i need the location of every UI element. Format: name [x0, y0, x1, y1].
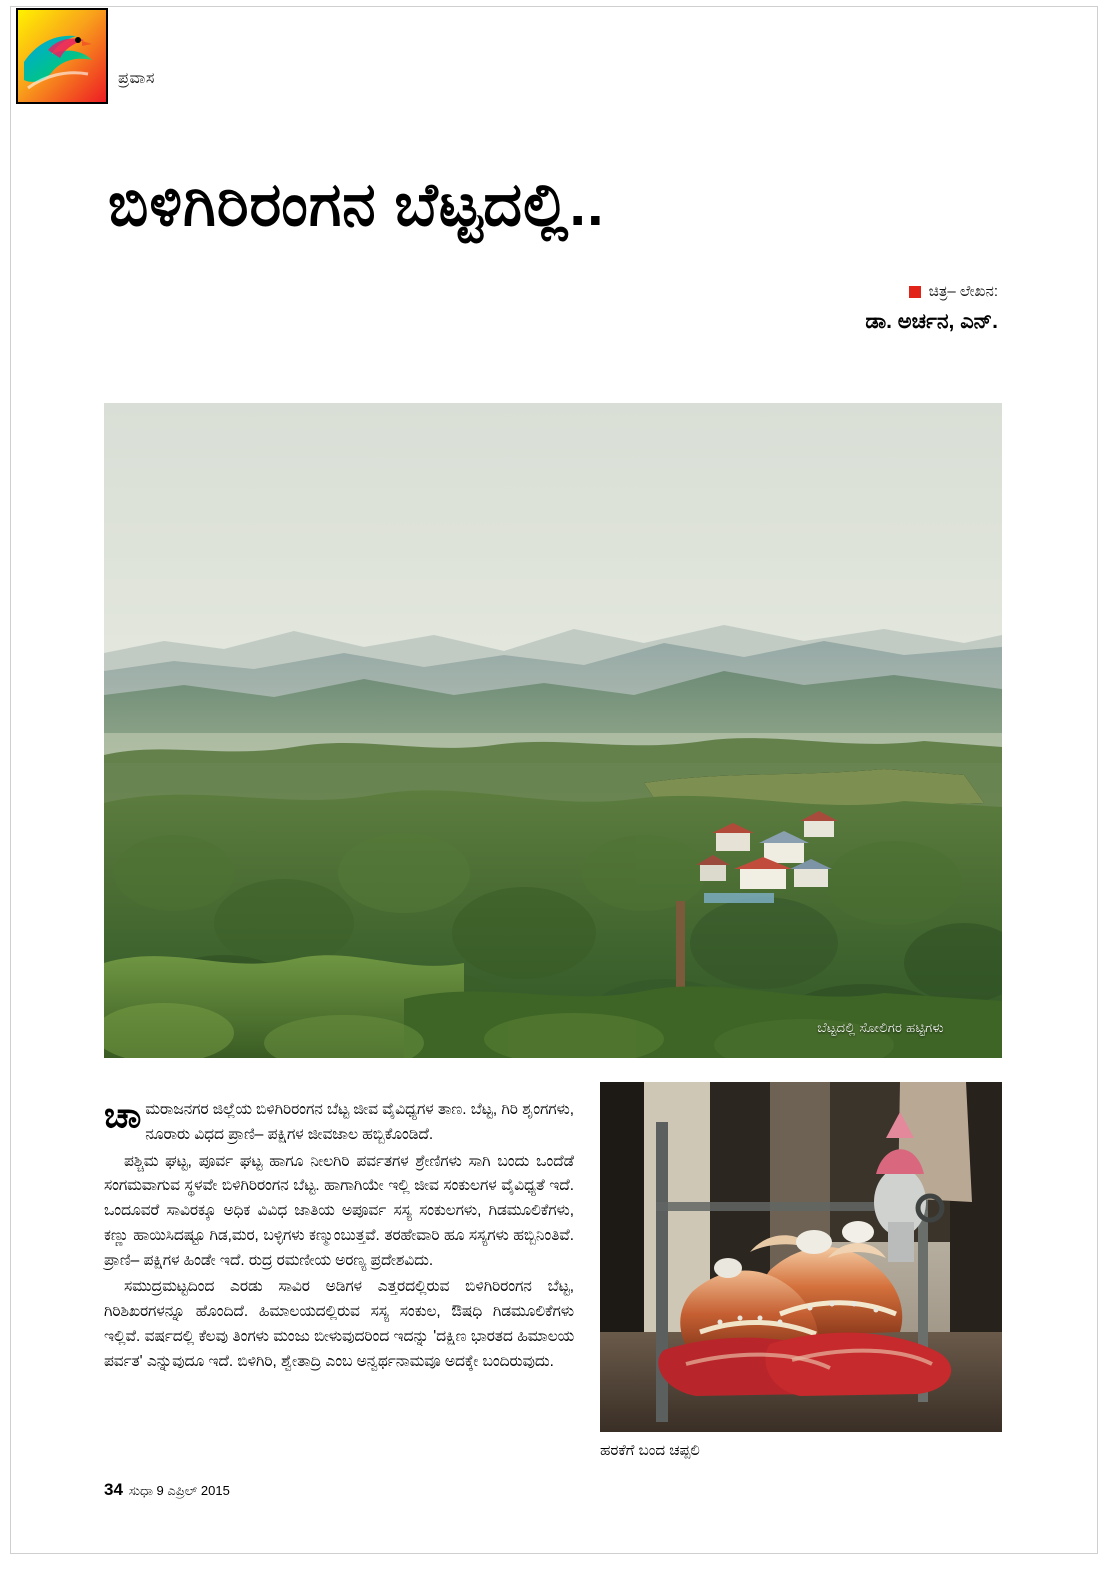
drop-cap: ಚಾ — [104, 1094, 142, 1135]
byline-credit-label: ಚಿತ್ರ– ಲೇಖನ: — [928, 283, 998, 300]
paragraph-3: ಸಮುದ್ರಮಟ್ಟದಿಂದ ಎರಡು ಸಾವಿರ ಅಡಿಗಳ ಎತ್ತರದಲ್ಲಿರುವ ಬಿಳಿಗಿರಿರಂಗನ ಬೆಟ್ಟ, ಗಿರಿಶಿಖರಗಳನ್ನೂ ಹೊಂದಿದೆ. ಹಿಮಾಲಯದಲ್ಲಿರುವ ಸಸ್ಯ ಸಂಕುಲ, ಔಷಧಿ ಗಿಡಮೂಲಿಕೆಗಳು ಇಲ್ಲಿವೆ. ವರ್ಷದಲ್ಲಿ ಕೆಲವು ತಿಂಗಳು ಮಂಜು ಬೀಳುವುದರಿಂದ ಇದನ್ನು 'ದಕ್ಷಿಣ ಭಾರತದ ಹಿಮಾಲಯ ಪರ್ವತ' ಎನ್ನುವುದೂ ಇದೆ. ಬಿಳಿಗಿರಿ, ಶ್ವೇತಾದ್ರಿ ಎಂಬ ಅನ್ವರ್ಥನಾಮವೂ ಅದಕ್ಕೇ ಬಂದಿರುವುದು. — [104, 1278, 574, 1370]
byline-credit-row — [865, 283, 998, 300]
folio — [104, 1480, 230, 1500]
paragraph-2: ಪಶ್ಚಿಮ ಘಟ್ಟ, ಪೂರ್ವ ಘಟ್ಟ ಹಾಗೂ ನೀಲಗಿರಿ ಪರ್ವತಗಳ ಶ್ರೇಣಿಗಳು ಸಾಗಿ ಬಂದು ಒಂದೆಡೆ ಸಂಗಮವಾಗುವ ಸ್ಥಳವೇ ಬಿಳಿಗಿರಿರಂಗನ ಬೆಟ್ಟ. ಹಾಗಾಗಿಯೇ ಇಲ್ಲಿ ಜೀವ ಸಂಕುಲಗಳ ವೈವಿಧ್ಯತೆ ಇದೆ. ಒಂದೂವರೆ ಸಾವಿರಕ್ಕೂ ಅಧಿಕ ವಿವಿಧ ಜಾತಿಯ ಅಪೂರ್ವ ಸಸ್ಯ ಸಂಕುಲಗಳು, ಗಿಡಮೂಲಿಕೆಗಳು, ಕಣ್ಣು ಹಾಯಿಸಿದಷ್ಟೂ ಗಿಡ,ಮರ, ಬಳ್ಳಿಗಳು ಕಣ್ಮುಂಬುತ್ತವೆ. ತರಹೇವಾರಿ ಹೂ ಸಸ್ಯಗಳು ಹಬ್ಬಿನಿಂತಿವೆ. ಪ್ರಾಣಿ– ಪಕ್ಷಿಗಳ ಹಿಂಡೇ ಇದೆ. ರುದ್ರ ರಮಣೀಯ ಅರಣ್ಯ ಪ್ರದೇಶವಿದು. — [104, 1152, 574, 1269]
hero-photo-caption: ಬೆಟ್ಟದಲ್ಲಿ ಸೋಲಿಗರ ಹಟ್ಟಿಗಳು — [817, 1020, 944, 1035]
secondary-photo — [600, 1082, 1002, 1432]
folio-publication: ಸುಧಾ 9 ಎಪ್ರಿಲ್ 2015 — [128, 1483, 230, 1498]
paragraph-1-text: ಮರಾಜನಗರ ಜಿಲ್ಲೆಯ ಬಿಳಿಗಿರಿರಂಗನ ಬೆಟ್ಟ ಜೀವ ವೈವಿಧ್ಯಗಳ ತಾಣ. ಬೆಟ್ಟ, ಗಿರಿ ಶೃಂಗಗಳು, ನೂರಾರು ವಿಧದ ಪ್ರಾಣಿ– ಪಕ್ಷಿಗಳ ಜೀವಜಾಲ ಹಬ್ಬಿಕೊಂಡಿದೆ. — [145, 1101, 574, 1143]
byline — [865, 283, 998, 334]
red-square-icon — [909, 286, 921, 298]
page-title: ಬಿಳಿಗಿರಿರಂಗನ ಬೆಟ್ಟದಲ್ಲಿ.. — [108, 171, 605, 239]
secondary-photo-caption: ಹರಕೆಗೆ ಬಂದ ಚಪ್ಪಲಿ — [600, 1442, 700, 1459]
byline-author: ಡಾ. ಅರ್ಚನ, ಎನ್. — [865, 310, 998, 333]
article-body — [104, 1094, 574, 1376]
hero-photo — [104, 403, 1002, 1058]
paragraph-1 — [104, 1094, 574, 1148]
bird-logo — [16, 8, 108, 104]
folio-page-number: 34 — [104, 1480, 123, 1499]
section-kicker: ಪ್ರವಾಸ — [118, 70, 155, 87]
